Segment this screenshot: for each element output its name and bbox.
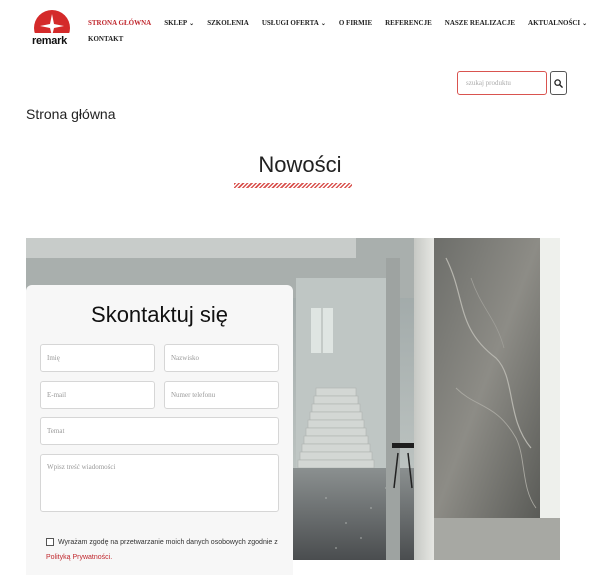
page-title: Strona główna [26, 106, 116, 122]
nav-item-label: STRONA GŁÓWNA [88, 19, 152, 27]
section-title: Nowości [258, 152, 342, 177]
message-field[interactable] [40, 454, 279, 512]
nav-item-strona-główna[interactable] [88, 19, 151, 27]
logo-text: remark [32, 35, 67, 47]
nav-item-label: USŁUGI OFERTA [261, 19, 319, 27]
logo[interactable] [32, 10, 72, 46]
nav-item-nasze-realizacje[interactable] [445, 19, 515, 27]
nav-item-label: KONTAKT [88, 35, 124, 43]
nav-item-kontakt[interactable] [88, 35, 123, 43]
contact-form-title: Skontaktuj się [91, 302, 228, 327]
nav-item-label: AKTUALNOŚCI [528, 19, 581, 27]
chevron-down-icon: ⌄ [582, 21, 588, 27]
consent-checkbox[interactable] [46, 538, 54, 546]
consent-text: Wyrażam zgodę na przetwarzanie moich danych osobowych zgodnie z [57, 539, 278, 546]
last-name-field[interactable] [164, 344, 279, 372]
search-input[interactable] [457, 71, 547, 95]
nav-row-secondary [88, 34, 548, 44]
search-button[interactable] [550, 71, 567, 95]
chevron-down-icon: ⌄ [320, 21, 326, 27]
main-navigation [88, 18, 588, 44]
consent-row [46, 535, 286, 565]
nav-item-label: SZKOLENIA [207, 19, 249, 27]
nav-row-primary [88, 18, 588, 28]
nav-item-usługi-oferta[interactable] [262, 19, 326, 27]
nav-item-label: O FIRMIE [338, 19, 373, 27]
nav-item-o-firmie[interactable] [339, 19, 372, 27]
nav-item-label: REFERENCJE [385, 19, 432, 27]
contact-form [26, 285, 293, 575]
email-field[interactable] [40, 381, 155, 409]
nav-item-sklep[interactable] [164, 19, 194, 27]
nav-item-aktualności[interactable] [528, 19, 587, 27]
nav-item-referencje[interactable] [385, 19, 432, 27]
privacy-policy-link[interactable]: Polityką Prywatności. [46, 554, 113, 561]
nav-item-szkolenia[interactable] [207, 19, 249, 27]
search-icon [554, 79, 563, 88]
nav-item-label: SKLEP [164, 19, 188, 27]
nav-item-label: NASZE REALIZACJE [444, 19, 516, 27]
subject-field[interactable] [40, 417, 279, 445]
section-title-underline [234, 183, 352, 188]
phone-field[interactable] [164, 381, 279, 409]
first-name-field[interactable] [40, 344, 155, 372]
chevron-down-icon: ⌄ [189, 21, 195, 27]
